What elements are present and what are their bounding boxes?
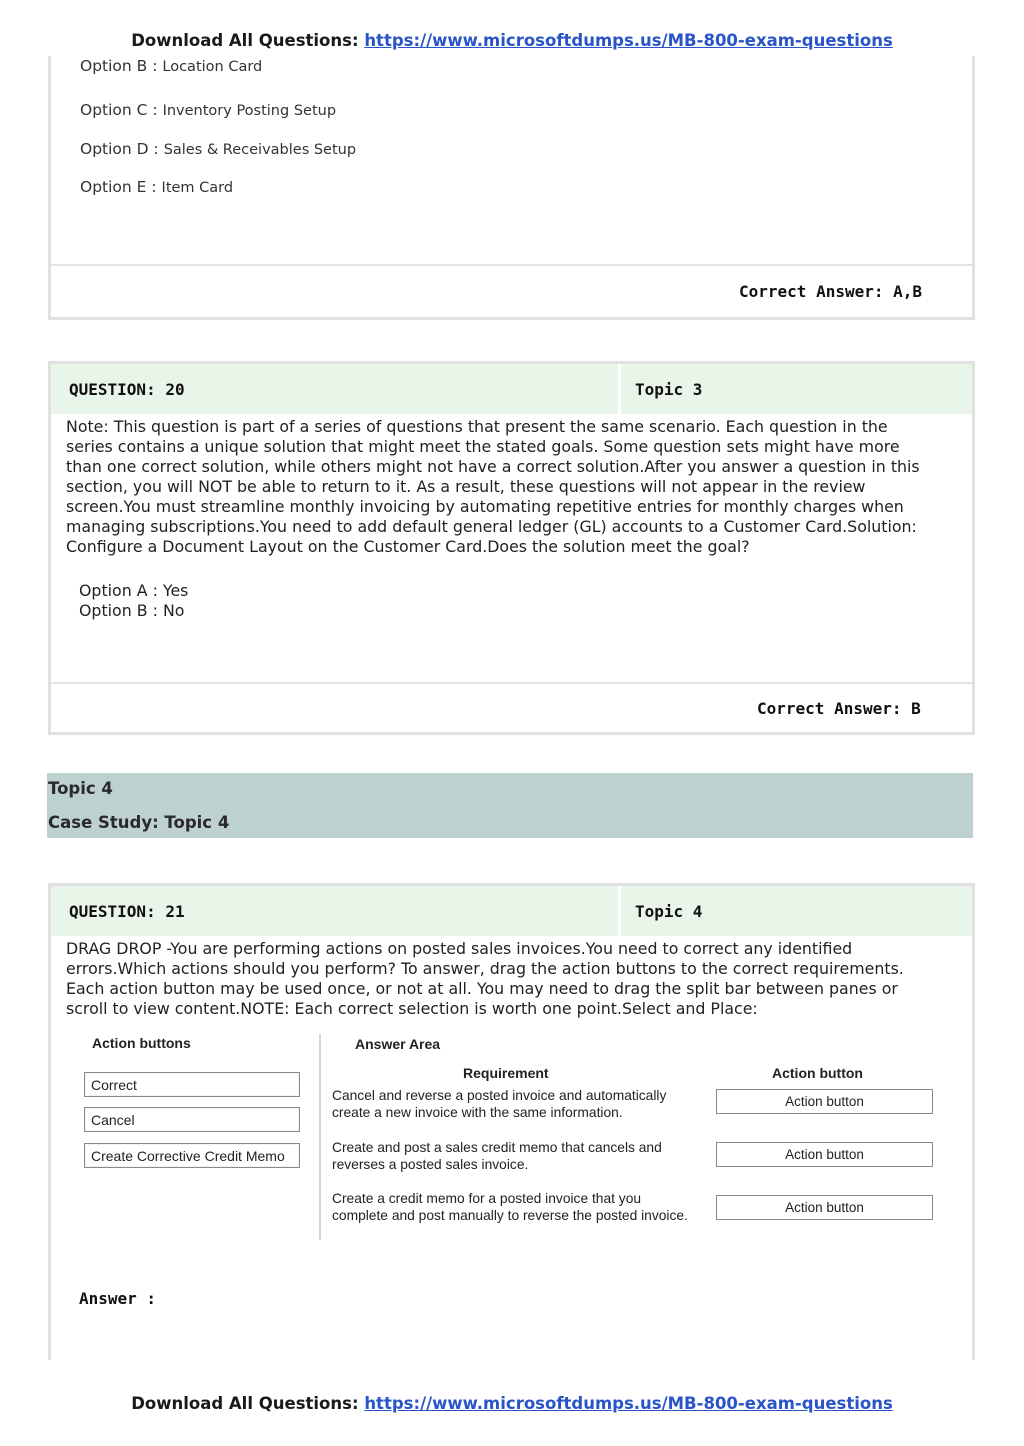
question-topic: Topic 3	[635, 380, 703, 399]
option-d: Option D : Sales & Receivables Setup	[80, 140, 357, 158]
question-number: QUESTION: 20	[51, 364, 621, 414]
page-header	[0, 31, 1024, 50]
footer-download-link[interactable]: https://www.microsoftdumps.us/MB-800-exam-questions	[364, 1394, 893, 1413]
topic-title: Topic 4	[48, 779, 113, 798]
question-number: QUESTION: 21	[51, 886, 621, 936]
case-study-title: Case Study: Topic 4	[48, 813, 230, 832]
action-button-cancel[interactable]: Cancel	[84, 1107, 300, 1132]
page-footer	[0, 1394, 1024, 1413]
option-a: Option A : Yes	[79, 581, 189, 600]
option-e: Option E : Item Card	[80, 178, 234, 196]
requirement-3: Create a credit memo for a posted invoice that you complete and post manually to reverse the posted invoice.	[332, 1191, 688, 1223]
option-c: Option C : Inventory Posting Setup	[80, 101, 337, 119]
action-slot-3[interactable]: Action button	[716, 1195, 933, 1220]
question-header	[51, 364, 972, 414]
footer-label: Download All Questions:	[131, 1394, 359, 1413]
action-slot-1[interactable]: Action button	[716, 1089, 933, 1114]
action-button-header: Action button	[772, 1065, 863, 1081]
correct-answer: Correct Answer: B	[757, 699, 921, 718]
option-b: Option B : Location Card	[80, 57, 263, 75]
question-topic: Topic 4	[635, 902, 703, 921]
topic-banner	[47, 773, 973, 838]
pane-divider	[319, 1034, 321, 1240]
answer-divider	[51, 264, 972, 266]
action-slot-2[interactable]: Action button	[716, 1142, 933, 1167]
header-download-link[interactable]: https://www.microsoftdumps.us/MB-800-exam-questions	[364, 31, 893, 50]
requirement-header: Requirement	[463, 1065, 549, 1081]
option-b: Option B : No	[79, 601, 185, 620]
header-label: Download All Questions:	[131, 31, 359, 50]
drag-drop-exhibit	[80, 1030, 940, 1242]
answer-label: Answer :	[79, 1289, 157, 1308]
action-button-correct[interactable]: Correct	[84, 1072, 300, 1097]
requirement-1: Cancel and reverse a posted invoice and automatically create a new invoice with the same information.	[332, 1088, 667, 1120]
options-list	[79, 581, 188, 621]
question-20-card	[48, 361, 975, 735]
answer-divider	[51, 682, 972, 684]
question-text: Note: This question is part of a series of questions that present the same scenario. Each question in the series contains a unique solution that might meet the stated goals. Some question sets might have more than one correct solution, while others might not have a correct solution.After you answer a question in this section, you will NOT be able to return to it. As a result, these questions will not appear in the review screen.You must streamline monthly invoicing by automating repetitive entries for monthly charges when managing subscriptions.You need to add default general ledger (GL) accounts to a Customer Card.Solution: Configure a Document Layout on the Customer Card.Does the solution meet the goal?	[66, 417, 920, 556]
requirement-2: Create and post a sales credit memo that cancels and reverses a posted sales invoice.	[332, 1140, 662, 1172]
correct-answer: Correct Answer: A,B	[739, 282, 923, 301]
question-19-card	[48, 56, 975, 320]
action-buttons-title: Action buttons	[92, 1035, 191, 1051]
question-text: DRAG DROP -You are performing actions on posted sales invoices.You need to correct any identified errors.Which actions should you perform? To answer, drag the action buttons to the correct requirements. Each action button may be used once, or not at all. You may need to drag the split bar between panes or scroll to view content.NOTE: Each correct selection is worth one point.Select and Place:	[66, 939, 904, 1018]
answer-area-title: Answer Area	[355, 1036, 441, 1052]
question-header	[51, 886, 972, 936]
action-button-corrective-credit-memo[interactable]: Create Corrective Credit Memo	[84, 1143, 300, 1168]
